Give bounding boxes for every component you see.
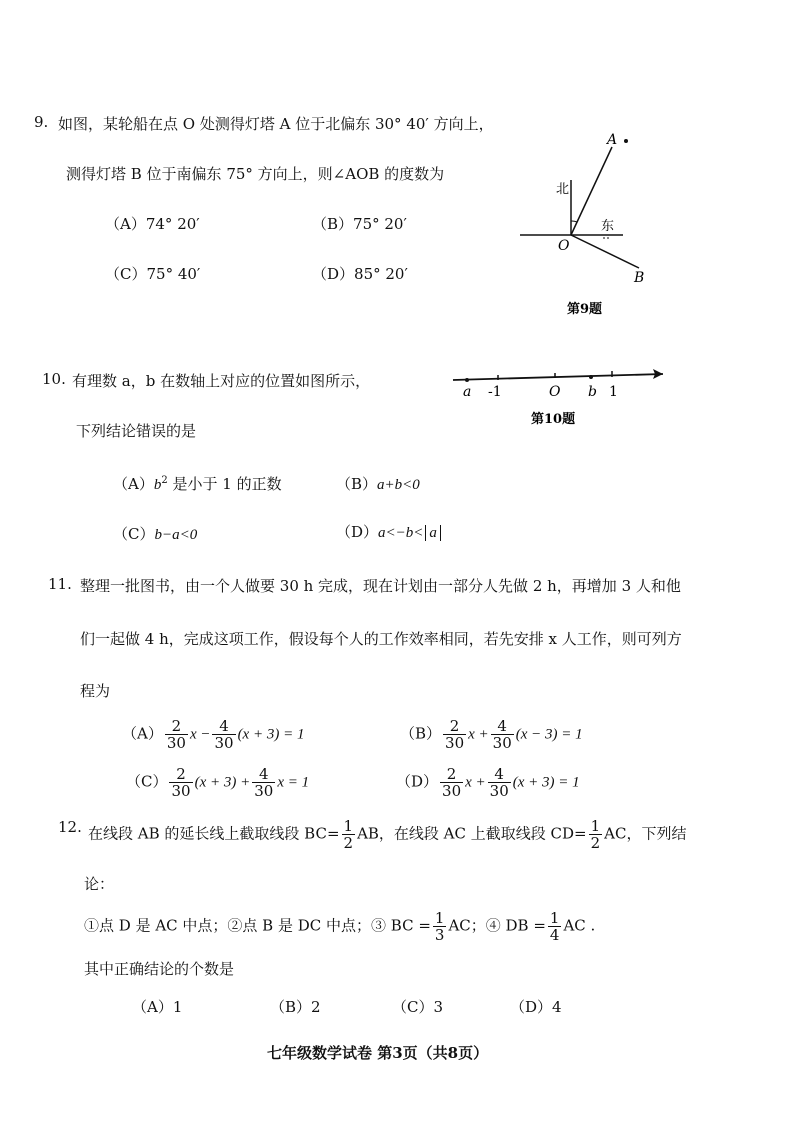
label-o: O [558,238,570,254]
q12-option-c: （C）3 [392,998,444,1016]
q12-option-d: （D）4 [510,998,562,1016]
label-b: b [588,384,597,400]
q11-option-b: （B） $\frac{2}{30}$ x + $\frac{4}{30}$ (x − 3) = 1 [400,717,583,752]
q10-stem-line2: 下列结论错误的是 [76,422,197,440]
q11-stem-line2: 们一起做 4 h，完成这项工作，假设每个人的工作效率相同，若先安排 x 人工作，则可列方 [80,630,682,648]
q9-caption: 第9题 [567,302,603,317]
q10-caption: 第10题 [531,412,576,427]
q9-option-c: （C）75° 40′ [105,265,201,283]
label-one: 1 [609,384,618,400]
q10-stem-line1: 有理数 a，b 在数轴上对应的位置如图所示， [72,372,371,390]
label-origin: O [549,384,561,400]
label-a: a [463,384,472,400]
q10-number: 10. [42,370,66,388]
q11-stem-line3: 程为 [80,682,111,700]
q12-option-b: （B）2 [270,998,321,1016]
q11-option-a: （A） $\frac{2}{30}$ x − $\frac{4}{30}$ (x + 3) = 1 [122,717,305,752]
q11-option-d: （D） $\frac{2}{30}$ x + $\frac{4}{30}$ (x + 3) = 1 [396,765,580,800]
q11-stem-line1: 整理一批图书，由一个人做要 30 h 完成，现在计划由一部分人先做 2 h，再增加 3 人和他 [80,577,681,595]
q10-option-d: （D）a<−b< a [336,521,441,542]
q10-option-c: （C）b−a<0 [113,525,198,543]
q10-number-line-figure [445,360,675,430]
q9-stem-line1: 如图，某轮船在点 O 处测得灯塔 A 位于北偏东 30° 40′ 方向上， [58,115,494,133]
q12-stem-line2: 论： [84,875,115,893]
number-line [453,374,663,380]
ray-ob [571,235,639,268]
q12-stem-line4: 其中正确结论的个数是 [84,960,235,978]
q9-option-b: （B）75° 20′ [312,215,407,233]
page-footer: 七年级数学试卷 第3页（共8页） [267,1044,489,1062]
q9-option-a: （A）74° 20′ [105,215,200,233]
q12-number: 12. [58,818,82,836]
label-east: 东 [601,219,615,234]
q10-option-b: （B）a+b<0 [336,475,420,493]
q11-option-c: （C） $\frac{2}{30}$ (x + 3) + $\frac{4}{30}$ x = 1 [126,765,310,800]
label-a: A [607,132,618,148]
q9-number: 9. [34,113,49,131]
q12-option-a: （A）1 [132,998,183,1016]
q9-stem-line2: 测得灯塔 B 位于南偏东 75° 方向上，则∠AOB 的度数为 [66,165,445,183]
q11-number: 11. [48,575,72,593]
label-b: B [634,270,645,286]
q9-option-d: （D）85° 20′ [312,265,408,283]
point-a-dot [624,139,628,143]
label-north: 北 [556,182,570,197]
q10-option-a: $(A)b^2$ 是小于 1 的正数 [113,475,282,493]
q9-compass-figure [515,125,665,320]
q12-stem-line1: 在线段 AB 的延长线上截取线段 BC= $\frac{1}{2}$ AB，在线段 AC 上截取线段 CD= $\frac{1}{2}$ AC，下列结 [88,817,687,852]
q12-statements: ①点 D 是 AC 中点；②点 B 是 DC 中点；③ BC = $\frac{1}{3}$ AC；④ DB = $\frac{1}{4}$ AC . [84,909,596,944]
label-minus-one: -1 [488,384,502,400]
